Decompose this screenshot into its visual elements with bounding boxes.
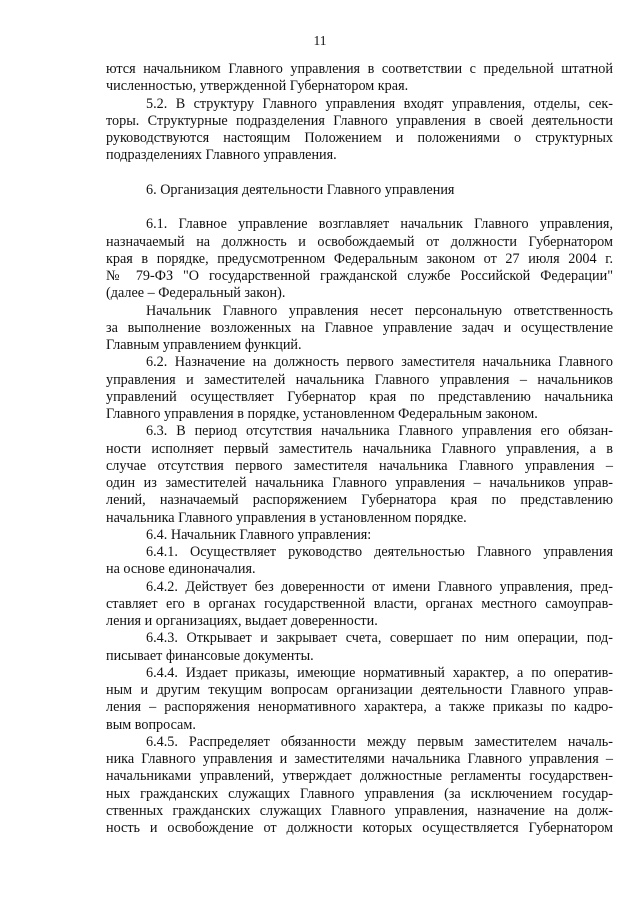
text-line: управления и заместителей начальника Главного управления – начальников	[106, 371, 613, 388]
text-line: 6.4.4. Издает приказы, имеющие нормативный характер, а по оператив-	[146, 664, 613, 681]
text-line: ставляет его в органах государственной власти, органах местного самоуправ-	[106, 595, 613, 612]
text-line: ность и освобождение от должности которых осуществляется Губернатором	[106, 820, 613, 836]
text-line: ления и организациях, выдает доверенности.	[106, 613, 378, 629]
text-line: писывает финансовые документы.	[106, 647, 314, 664]
paragraph	[106, 630, 613, 665]
paragraph	[106, 579, 613, 631]
paragraph-gap	[106, 165, 613, 182]
text-line: численностью, утвержденной Губернатором края.	[106, 78, 409, 95]
text-line: 6.4.1. Осуществляет руководство деятельностью Главного управления	[146, 544, 613, 560]
text-line: ника Главного управления и заместителями начальника Главного управления –	[106, 751, 613, 767]
text-line: ных гражданских служащих Главного управления (за исключением государ-	[106, 785, 613, 802]
text-line: торы. Структурные подразделения Главного управления в своей деятельности	[106, 112, 613, 129]
text-line: (далее – Федеральный закон).	[106, 285, 286, 302]
paragraph	[106, 96, 613, 165]
text-line: Начальник Главного управления несет персональную ответственность	[146, 302, 613, 319]
text-line: ным и другим текущим вопросам организации деятельности Главного управ-	[106, 682, 613, 698]
text-line: 6.1. Главное управление возглавляет начальник Главного управления,	[146, 216, 613, 233]
text-line: ности исполняет первый заместитель начальника Главного управления, а в	[106, 440, 613, 457]
paragraph	[106, 354, 613, 423]
text-line: 6.4.5. Распределяет обязанности между первым заместителем началь-	[146, 733, 613, 750]
text-line: начальниками управлений, утверждает должностные регламенты государствен-	[106, 768, 613, 785]
text-line: ственных гражданских служащих Главного управления, назначение на долж-	[106, 802, 613, 819]
text-line: подразделениях Главного управления.	[106, 147, 337, 164]
page-number: 11	[313, 33, 327, 48]
text-line: 5.2. В структуру Главного управления входят управления, отделы, сек-	[146, 95, 613, 112]
text-line: за выполнение возложенных на Главное управление задач и осуществление	[106, 319, 613, 336]
text-line: Главным управлением функций.	[106, 337, 302, 353]
paragraph	[106, 665, 613, 734]
text-line: на основе единоначалия.	[106, 561, 256, 578]
text-line: назначаемый на должность и освобождаемый от должности Губернатором	[106, 233, 613, 250]
paragraph	[106, 544, 613, 579]
text-line: один из заместителей начальника Главного управления – начальников управ-	[106, 475, 613, 491]
text-line: управлений осуществляет Губернатор края по представлению начальника	[106, 388, 613, 405]
text-line: вым вопросам.	[106, 716, 196, 733]
paragraph	[106, 423, 613, 527]
section-heading	[106, 182, 613, 199]
paragraph-gap	[106, 199, 613, 216]
text-line: края в порядке, предусмотренном Федеральным законом от 27 июля 2004 г.	[106, 250, 613, 267]
paragraph	[106, 734, 613, 838]
paragraph	[106, 216, 613, 302]
text-line: начальника Главного управления в установленном порядке.	[106, 509, 467, 526]
text-line: 6.4.3. Открывает и закрывает счета, совершает по ним операции, под-	[146, 630, 613, 647]
text-line: руководствуются настоящим Положением и положениями о структурных	[106, 130, 613, 146]
text-line: ются начальником Главного управления в соответствии с предельной штатной	[106, 61, 613, 77]
text-line: Главного управления в порядке, установленном Федеральным законом.	[106, 406, 538, 422]
text-line: ления – распоряжения ненормативного характера, а также приказы по кадро-	[106, 699, 613, 716]
text-line: 6. Организация деятельности Главного управления	[146, 181, 455, 198]
text-line: 6.2. Назначение на должность первого заместителя начальника Главного	[146, 354, 613, 371]
paragraph	[106, 303, 613, 355]
paragraph	[106, 61, 613, 96]
text-line: лений, назначаемый распоряжением Губернатора края по представлению	[106, 492, 613, 509]
text-line: 6.4. Начальник Главного управления:	[146, 526, 372, 543]
text-line: случае отсутствия первого заместителя начальника Главного управления –	[106, 457, 613, 474]
paragraph	[106, 527, 613, 544]
text-line: 6.3. В период отсутствия начальника Главного управления его обязан-	[146, 423, 613, 440]
text-line: 6.4.2. Действует без доверенности от имени Главного управления, пред-	[146, 578, 613, 595]
document-body	[106, 61, 613, 837]
text-line: № 79-ФЗ "О государственной гражданской службе Российской Федерации"	[106, 268, 613, 284]
